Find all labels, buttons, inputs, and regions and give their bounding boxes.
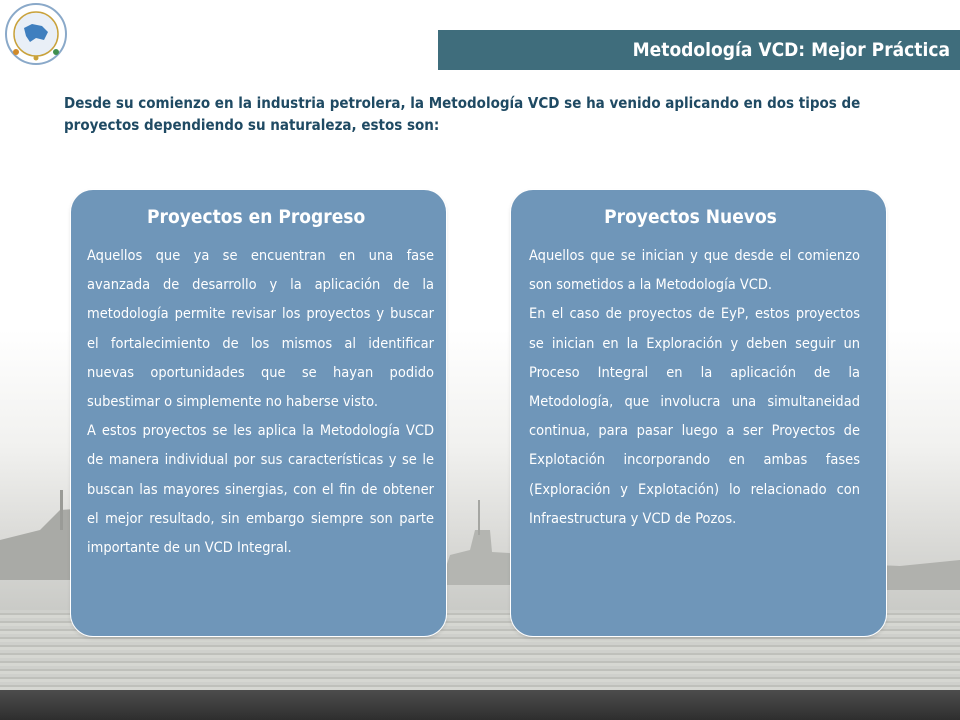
card-paragraph: A estos proyectos se les aplica la Metodología VCD de manera individual por sus características y se le buscan las mayores sinergias, con el fin de obtener el mejor resultado, sin embargo siempre son parte importante de un VCD Integral. (87, 423, 434, 557)
bottom-bar (0, 690, 960, 720)
card-new-projects (511, 190, 886, 636)
intro-text: Desde su comienzo en la industria petrolera, la Metodología VCD se ha venido aplicando en dos tipos de proyectos dependiendo su naturaleza, estos son: (64, 94, 861, 134)
page-title: Metodología VCD: Mejor Práctica (632, 39, 950, 61)
seal-logo-icon (2, 2, 70, 66)
card-paragraph: En el caso de proyectos de EyP, estos proyectos se inician en la Exploración y deben seguir un Proceso Integral en la aplicación de la Metodología, que involucra una simultaneidad continua, para pasar luego a ser Proyectos de Explotación incorporando en ambas fases (Exploración y Explotación) lo relacionado con Infraestructura y VCD de Pozos. (529, 306, 860, 527)
card-paragraph: Aquellos que ya se encuentran en una fase avanzada de desarrollo y la aplicación de la metodología permite revisar los proyectos y buscar el fortalecimiento de los mismos al identificar nuevas oportunidades que se hayan podido subestimar o simplemente no haberse visto. (87, 248, 434, 411)
card-projects-in-progress (71, 190, 446, 636)
card-paragraph: Aquellos que se inician y que desde el comienzo son sometidos a la Metodología VCD. (529, 248, 860, 294)
card-title: Proyectos Nuevos (604, 206, 777, 228)
card-title: Proyectos en Progreso (147, 206, 366, 228)
title-bar (438, 30, 960, 70)
